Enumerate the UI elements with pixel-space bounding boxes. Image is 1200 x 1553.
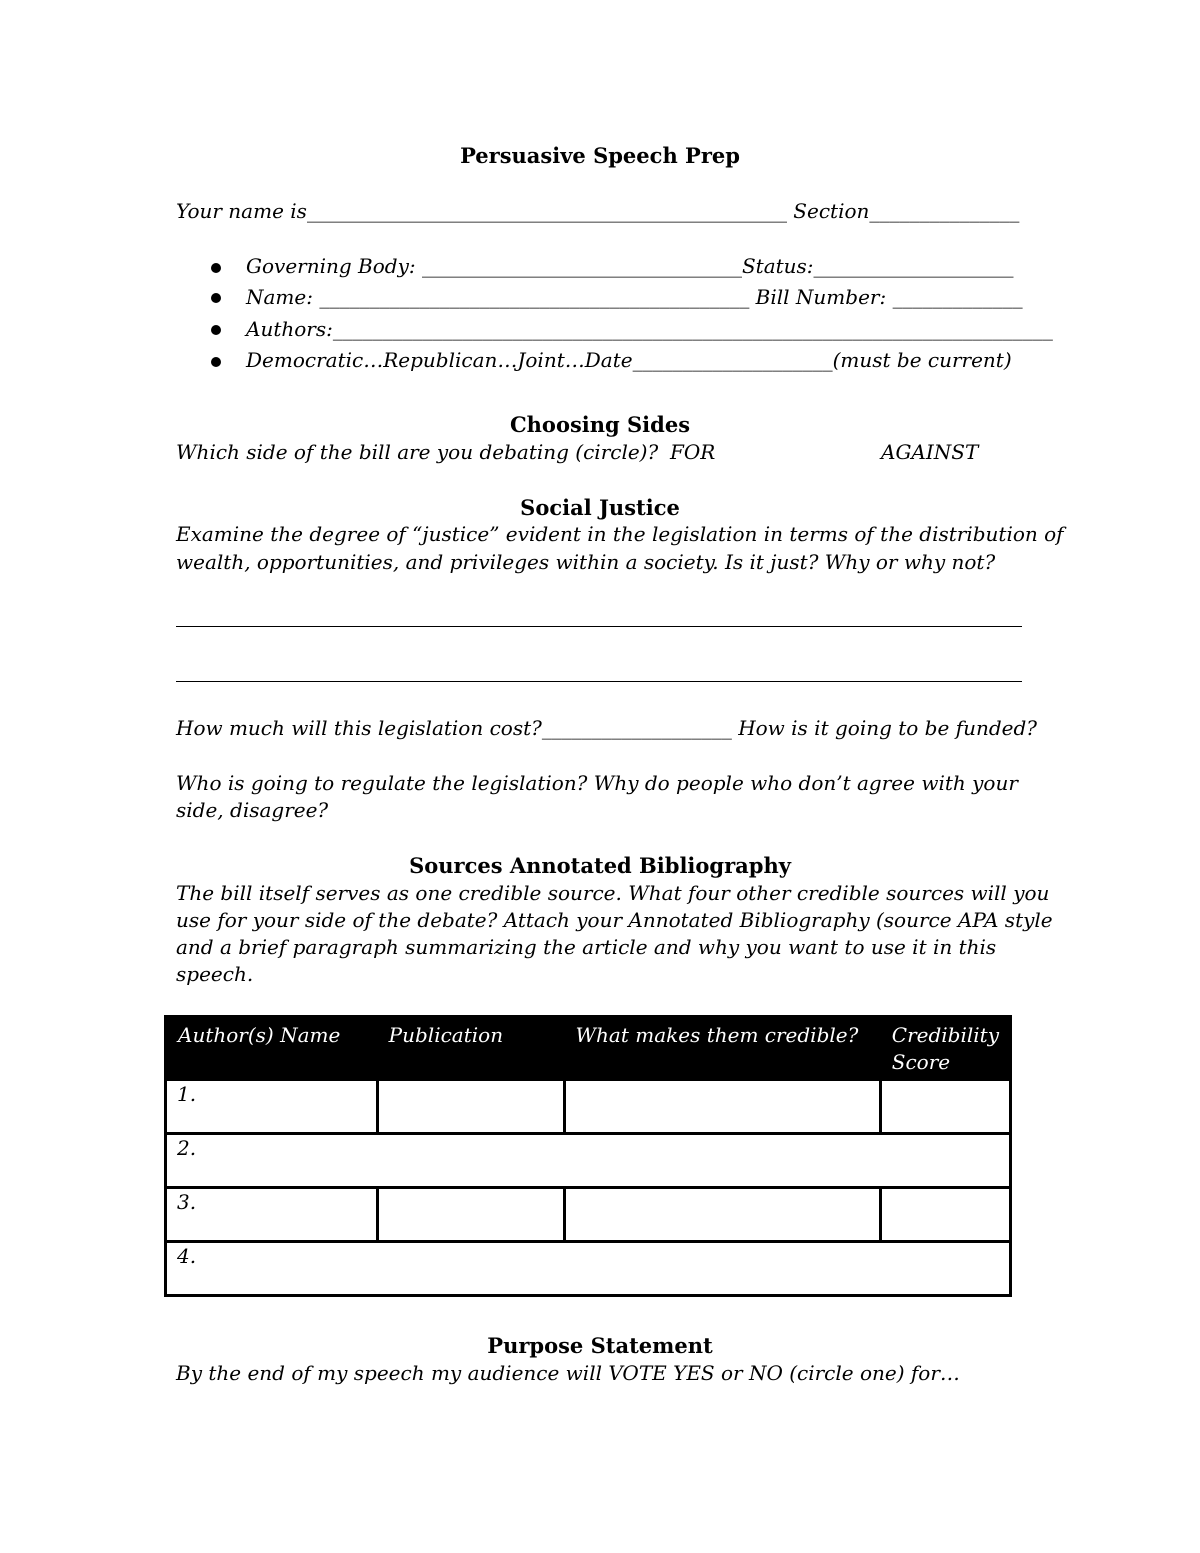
funded-question: How is it going to be funded? [731,716,1038,740]
regulate-line-2: side, disagree? [176,798,329,822]
row-1-publication[interactable] [378,1080,565,1134]
table-row [166,1134,1011,1188]
bullet-authors[interactable]: Authors:________________________________________________________________________ [246,317,1053,341]
social-justice-prompt-2: wealth, opportunities, and privileges within a society. Is it just? Why or why not? [176,550,996,574]
sources-heading: Sources Annotated Bibliography [409,853,791,878]
cost-blank[interactable]: ___________________ [541,716,732,740]
sources-text-3: and a brief paragraph summarizing the article and why you want to use it in this [176,935,997,959]
bullet-governing-body[interactable]: Governing Body: ________________________________Status:____________________ [246,254,1014,278]
name-blank[interactable]: ________________________________________________ [306,199,787,223]
table-row [166,1080,1011,1134]
choosing-sides-heading: Choosing Sides [509,412,691,437]
answer-line-1[interactable] [176,626,1022,627]
bullet-icon [211,263,221,273]
bullet-icon [211,293,221,303]
row-4-number[interactable]: 4. [166,1242,1011,1296]
answer-line-2[interactable] [176,681,1022,682]
section-label: Section [786,199,870,223]
header-credible: What makes them credible? [564,1017,880,1080]
bullet-name[interactable]: Name: ___________________________________________ Bill Number: _____________ [246,285,1023,309]
name-section-line [176,199,1019,223]
regulate-line-1: Who is going to regulate the legislation? Why do people who don’t agree with your [176,771,1018,795]
table-header-row [166,1017,1011,1080]
bullet-icon [211,357,221,367]
section-blank[interactable]: _______________ [869,199,1020,223]
purpose-text: By the end of my speech my audience will VOTE YES or NO (circle one) for… [176,1361,960,1385]
row-3-number[interactable]: 3. [166,1188,378,1242]
page-title: Persuasive Speech Prep [460,143,740,168]
row-3-publication[interactable] [378,1188,565,1242]
sources-text-1: The bill itself serves as one credible source. What four other credible sources will you [176,881,1050,905]
purpose-heading: Purpose Statement [487,1333,713,1358]
header-publication: Publication [378,1017,565,1080]
sources-table [164,1015,1012,1297]
name-label: Your name is [176,199,307,223]
bullet-icon [211,325,221,335]
header-score: Credibility Score [881,1017,1011,1080]
bullet-date[interactable]: Democratic…Republican…Joint…Date____________________(must be current) [246,348,1012,372]
row-3-credible[interactable] [564,1188,880,1242]
cost-question: How much will this legislation cost? [176,716,542,740]
sources-text-2: use for your side of the debate? Attach your Annotated Bibliography (source APA style [176,908,1053,932]
table-row [166,1188,1011,1242]
cost-line [176,716,1037,740]
against-option[interactable]: AGAINST [881,440,979,464]
for-option[interactable]: FOR [670,440,716,464]
row-2-number[interactable]: 2. [166,1134,1011,1188]
social-justice-prompt-1: Examine the degree of “justice” evident in the legislation in terms of the distribution of [176,522,1064,546]
row-3-score[interactable] [881,1188,1011,1242]
header-authors: Author(s) Name [166,1017,378,1080]
social-justice-heading: Social Justice [520,495,680,520]
row-1-score[interactable] [881,1080,1011,1134]
table-row [166,1242,1011,1296]
choosing-sides-question: Which side of the bill are you debating (circle)? [176,440,659,464]
sources-text-4: speech. [176,962,254,986]
row-1-number[interactable]: 1. [166,1080,378,1134]
row-1-credible[interactable] [564,1080,880,1134]
